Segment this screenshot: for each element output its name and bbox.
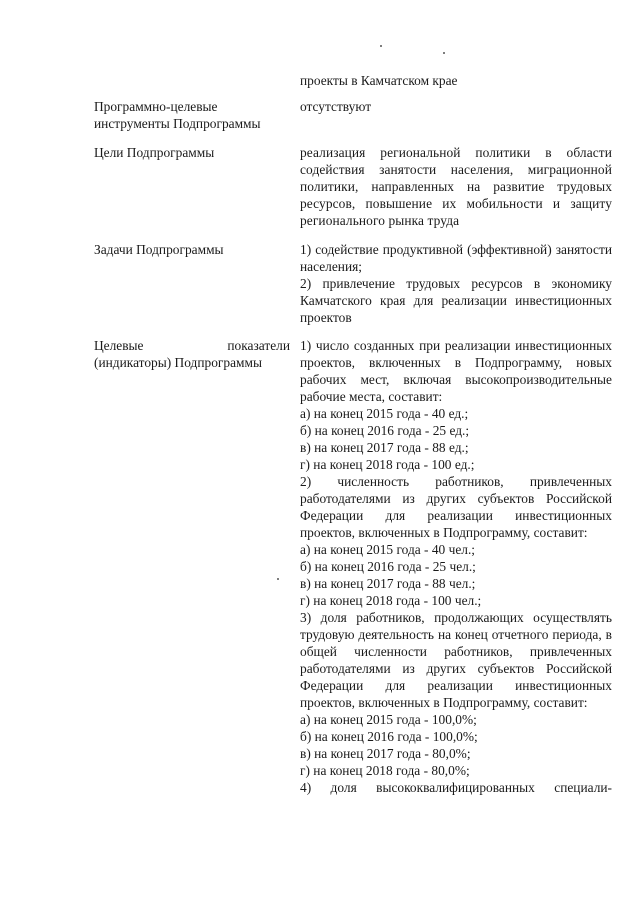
scan-speck bbox=[443, 52, 445, 54]
indicator-item: б) на конец 2016 года - 25 ед.; bbox=[300, 423, 470, 438]
indicator-text: 1) число созданных при реализации инвестиционных проектов, включенных в Подпрограмму, новых рабочих мест, включая высокопроизводительные рабочие места, составит: bbox=[300, 338, 612, 404]
row-label: Программно-целевые инструменты Подпрограммы bbox=[94, 99, 261, 131]
indicator-item: г) на конец 2018 года - 80,0%; bbox=[300, 763, 470, 778]
row-value: реализация региональной политики в области содействия занятости населения, миграционной политики, направленных на развитие трудовых ресурсов, повышение их мобильности и защиту регионального рынка труда bbox=[300, 145, 612, 228]
task-item: 2) привлечение трудовых ресурсов в экономику Камчатского края для реализации инвестиционных проектов bbox=[300, 276, 612, 325]
indicator-text: 3) доля работников, продолжающих осуществлять трудовую деятельность на конец отчетного периода, в общей численности работников, привлеченных работодателями из других субъектов Российской Федерации для реализации инвестиционных проектов, включенных в Подпрограмму, составит: bbox=[300, 610, 612, 710]
scan-speck bbox=[277, 578, 279, 580]
indicator-item: а) на конец 2015 года - 40 чел.; bbox=[300, 542, 476, 557]
indicator-item: в) на конец 2017 года - 80,0%; bbox=[300, 746, 471, 761]
indicator-text: 2) численность работников, привлеченных работодателями из других субъектов Российской Федерации для реализации инвестиционных проектов, включенных в Подпрограмму, составит: bbox=[300, 474, 612, 540]
indicator-item: в) на конец 2017 года - 88 ед.; bbox=[300, 440, 469, 455]
row-label: Задачи Подпрограммы bbox=[94, 242, 224, 257]
indicator-item: г) на конец 2018 года - 100 чел.; bbox=[300, 593, 482, 608]
header-fragment: проекты в Камчатском крае bbox=[300, 73, 458, 88]
indicator-item: а) на конец 2015 года - 100,0%; bbox=[300, 712, 477, 727]
task-item: 1) содействие продуктивной (эффективной) занятости населения; bbox=[300, 242, 612, 274]
row-label: Цели Подпрограммы bbox=[94, 145, 215, 160]
row-value bbox=[300, 337, 612, 796]
row-value: отсутствуют bbox=[300, 99, 372, 114]
indicator-item: в) на конец 2017 года - 88 чел.; bbox=[300, 576, 476, 591]
row-value bbox=[300, 241, 612, 326]
indicator-text: 4) доля высококвалифицированных специали- bbox=[300, 780, 612, 795]
scan-speck bbox=[380, 45, 382, 47]
row-label: Целевые показатели (индикаторы) Подпрограммы bbox=[94, 338, 290, 370]
indicator-item: г) на конец 2018 года - 100 ед.; bbox=[300, 457, 475, 472]
indicator-item: б) на конец 2016 года - 25 чел.; bbox=[300, 559, 476, 574]
indicator-item: а) на конец 2015 года - 40 ед.; bbox=[300, 406, 469, 421]
indicator-item: б) на конец 2016 года - 100,0%; bbox=[300, 729, 478, 744]
